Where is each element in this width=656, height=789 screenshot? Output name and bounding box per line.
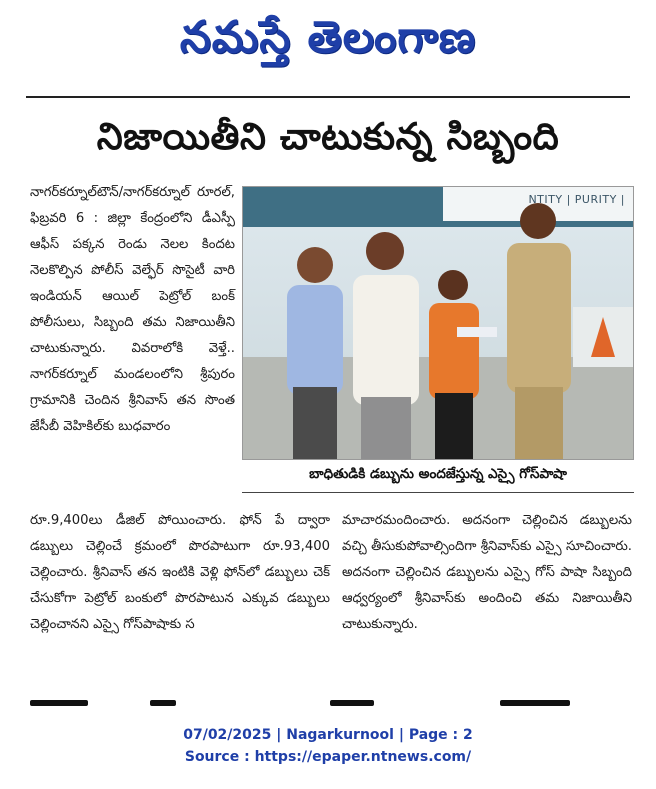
footer-source-link[interactable]: Source : https://epaper.ntnews.com/: [184, 749, 472, 765]
clipping-footer: [0, 724, 656, 768]
photo-illustration: [243, 187, 633, 459]
article-paragraph-lower-left: రూ.9,400లు డీజిల్‌ పోయించారు. ఫోన్‌ పే ద్వారా డబ్బులు చెల్లించే క్రమంలో పొరపాటుగా రూ.93,400 చెల్లించారు. శ్రీనివాస్‌ తన ఇంటికి వెళ్లి ఫోన్‌లో డబ్బులు చెక్‌ చేసుకోగా పెట్రోల్‌ బంకులో పొరపాటున ఎక్కువ డబ్బులు చెల్లించానని ఎస్సై గోస్‌పాషాకు స: [30, 513, 330, 632]
article-column-left: [30, 180, 235, 440]
article-column-right: [342, 508, 632, 638]
article-paragraph-left: జిల్లా కేంద్రంలోని డీఎస్పీ ఆఫీస్‌ పక్కన రెండు నెలల కిందట నెలకొల్పిన పోలీస్‌ వెల్ఫేర్‌ సొసైటీ వారి ఇండియన్‌ ఆయిల్‌ పెట్రోల్‌ బంక్‌ పోలీసులు, సిబ్బంది తమ నిజాయితీని చాటుకున్నారు. వివరాలోకి వెళ్తే.. నాగర్‌కర్నూల్‌ మండలంలోని శ్రీపురం గ్రామానికి చెందిన శ్రీనివాస్‌ తన సొంత జేసీబీ వెహికిల్‌కు బుధవారం: [30, 211, 235, 434]
article-dateline: నాగర్‌కర్నూల్‌టౌన్‌/నాగర్‌కర్నూల్‌ రూరల్‌, ఫిబ్రవరి 6 :: [30, 185, 235, 226]
caption-rule: [242, 492, 634, 493]
newspaper-masthead: [0, 10, 656, 76]
photo-caption: బాధితుడికి డబ్బును అందజేస్తున్న ఎస్సై గోస్‌పాషా: [309, 465, 567, 482]
photo-background-sign: NTITY | PURITY |: [528, 193, 625, 206]
article-headline: [0, 106, 656, 176]
article-column-lower-left: [30, 508, 330, 638]
masthead-title: నమస్తే తెలంగాణ: [179, 12, 477, 63]
masthead-rule: [26, 96, 630, 98]
article-photo: [242, 186, 634, 460]
headline-text: నిజాయితీని చాటుకున్న సిబ్బంది: [96, 115, 560, 158]
article-paragraph-right: మాచారమందించారు. అదనంగా చెల్లించిన డబ్బులను వచ్చి తీసుకుపోవాల్సిందిగా శ్రీనివాస్‌కు ఎస్సై సూచించారు. అదనంగా చెల్లించిన డబ్బులను ఎస్సై గోస్‌ పాషా సిబ్బంది ఆధ్వర్యంలో శ్రీనివాస్‌కు అందించి తమ నిజాయితీని చాటుకున్నారు.: [342, 513, 632, 632]
next-article-cut-edge: [30, 694, 630, 706]
footer-date-edition: 07/02/2025 | Nagarkurnool | Page : 2: [183, 727, 473, 743]
